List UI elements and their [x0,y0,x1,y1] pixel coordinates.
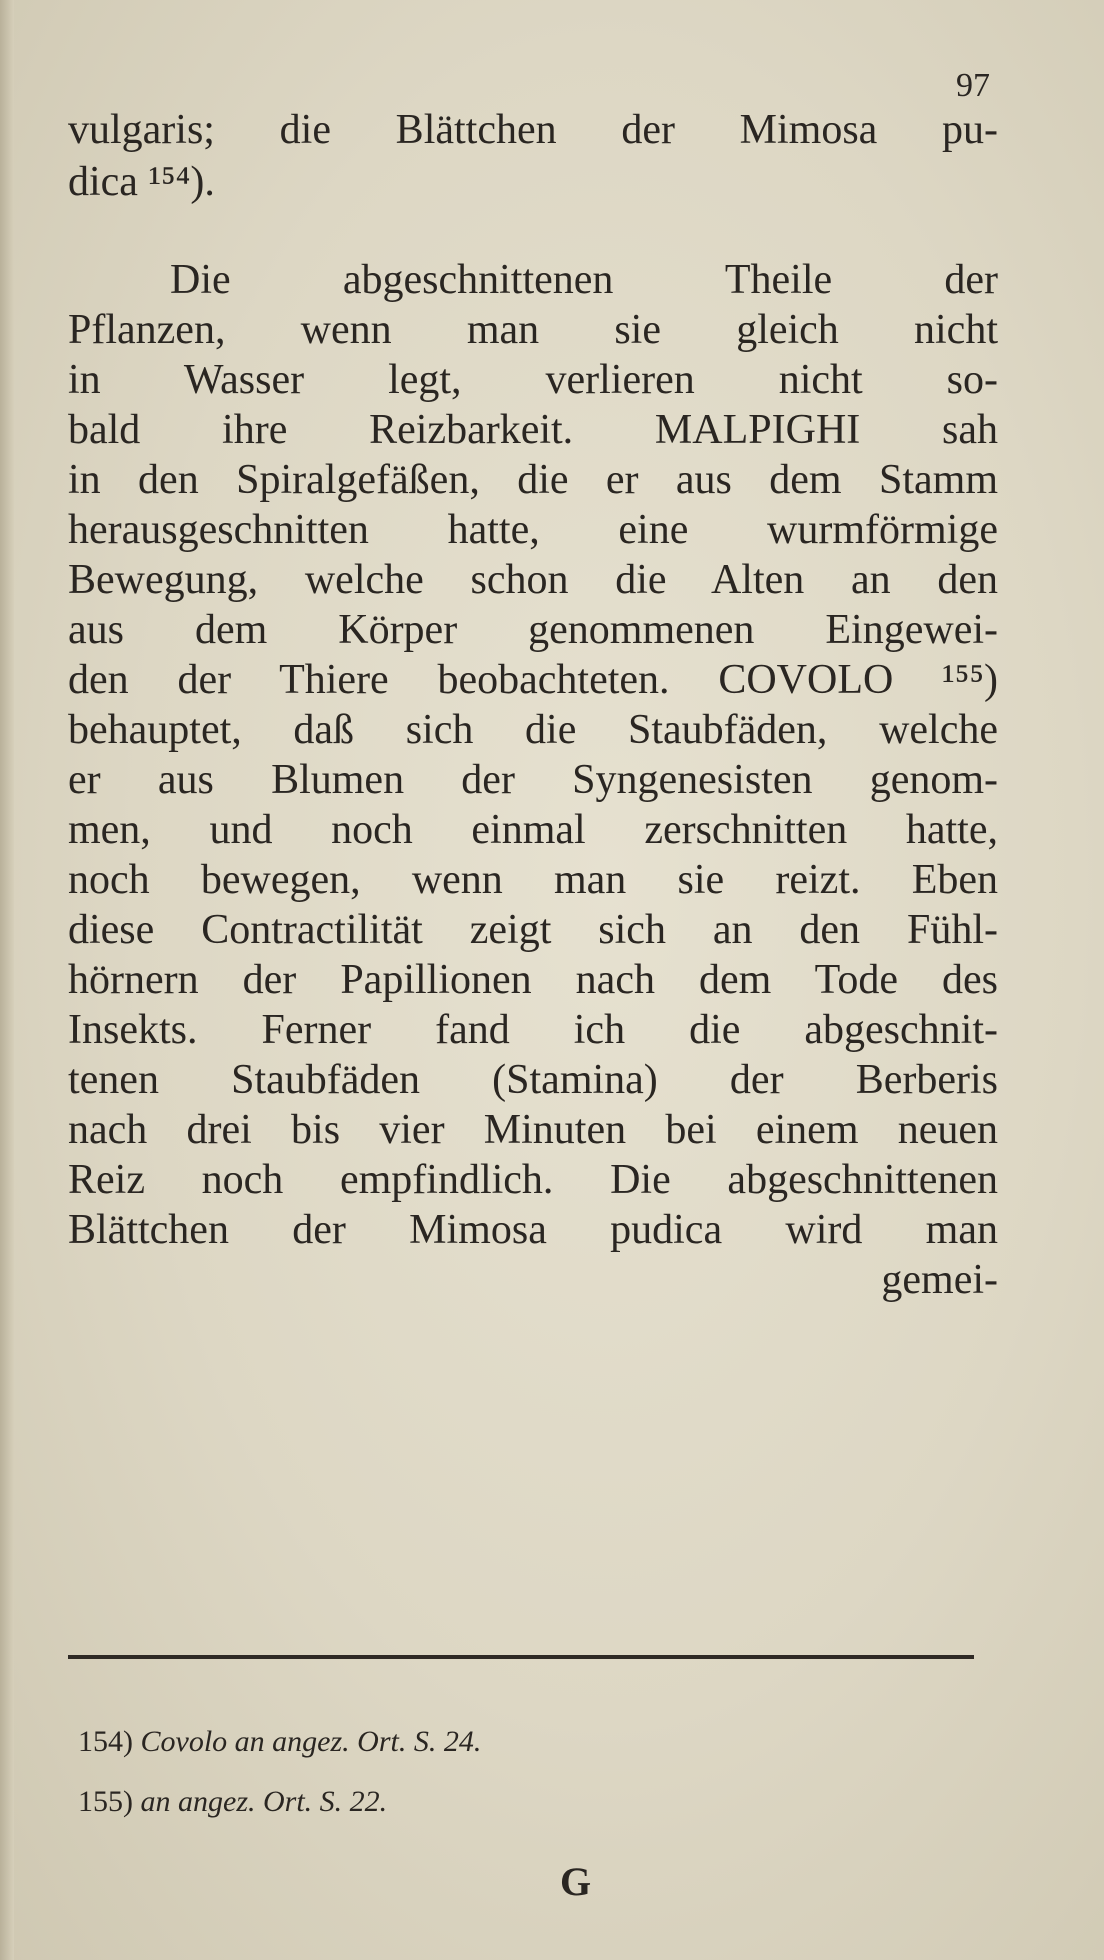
footnote-text: Covolo an angez. Ort. S. 24. [140,1725,482,1758]
text-line: nach drei bis vier Minuten bei einem neuen [68,1107,998,1153]
page-number: 97 [956,67,990,104]
footnote-number: 154) [78,1725,133,1758]
paragraph-first-line: Die abgeschnittenen Theile der [170,257,998,303]
text-line: Blättchen der Mimosa pudica wird man [68,1207,998,1253]
text-line: Insekts. Ferner fand ich die abgeschnit- [68,1007,998,1053]
page-edge-shadow [0,0,14,1960]
text-line: aus dem Körper genommenen Eingewei- [68,607,998,653]
footnote-154 [78,1722,481,1762]
text-line: Pflanzen, wenn man sie gleich nicht [68,307,998,353]
text-line: noch bewegen, wenn man sie reizt. Eben [68,857,998,903]
text-line: vulgaris; die Blättchen der Mimosa pu- [68,107,998,153]
text-line: er aus Blumen der Syngenesisten genom- [68,757,998,803]
text-line: Bewegung, welche schon die Alten an den [68,557,998,603]
text-line: Reiz noch empfindlich. Die abgeschnittenen [68,1157,998,1203]
text-line: tenen Staubfäden (Stamina) der Berberis [68,1057,998,1103]
text-line: in Wasser legt, verlieren nicht so- [68,357,998,403]
signature-mark: G [560,1859,592,1904]
text-line: den der Thiere beobachteten. COVOLO ¹⁵⁵) [68,657,998,703]
text-line: men, und noch einmal zerschnitten hatte, [68,807,998,853]
footnote-divider [68,1655,974,1659]
text-line: hörnern der Papillionen nach dem Tode des [68,957,998,1003]
text-line: dica ¹⁵⁴). [68,159,215,205]
footnote-number: 155) [78,1785,133,1818]
text-line: behauptet, daß sich die Staubfäden, welche [68,707,998,753]
footnote-text: an angez. Ort. S. 22. [140,1785,388,1818]
text-line: diese Contractilität zeigt sich an den Fühl- [68,907,998,953]
footnote-155 [78,1782,387,1822]
text-line: herausgeschnitten hatte, eine wurmförmige [68,507,998,553]
text-line: bald ihre Reizbarkeit. MALPIGHI sah [68,407,998,453]
catchword: gemei- [881,1257,998,1303]
text-line: in den Spiralgefäßen, die er aus dem Stamm [68,457,998,503]
